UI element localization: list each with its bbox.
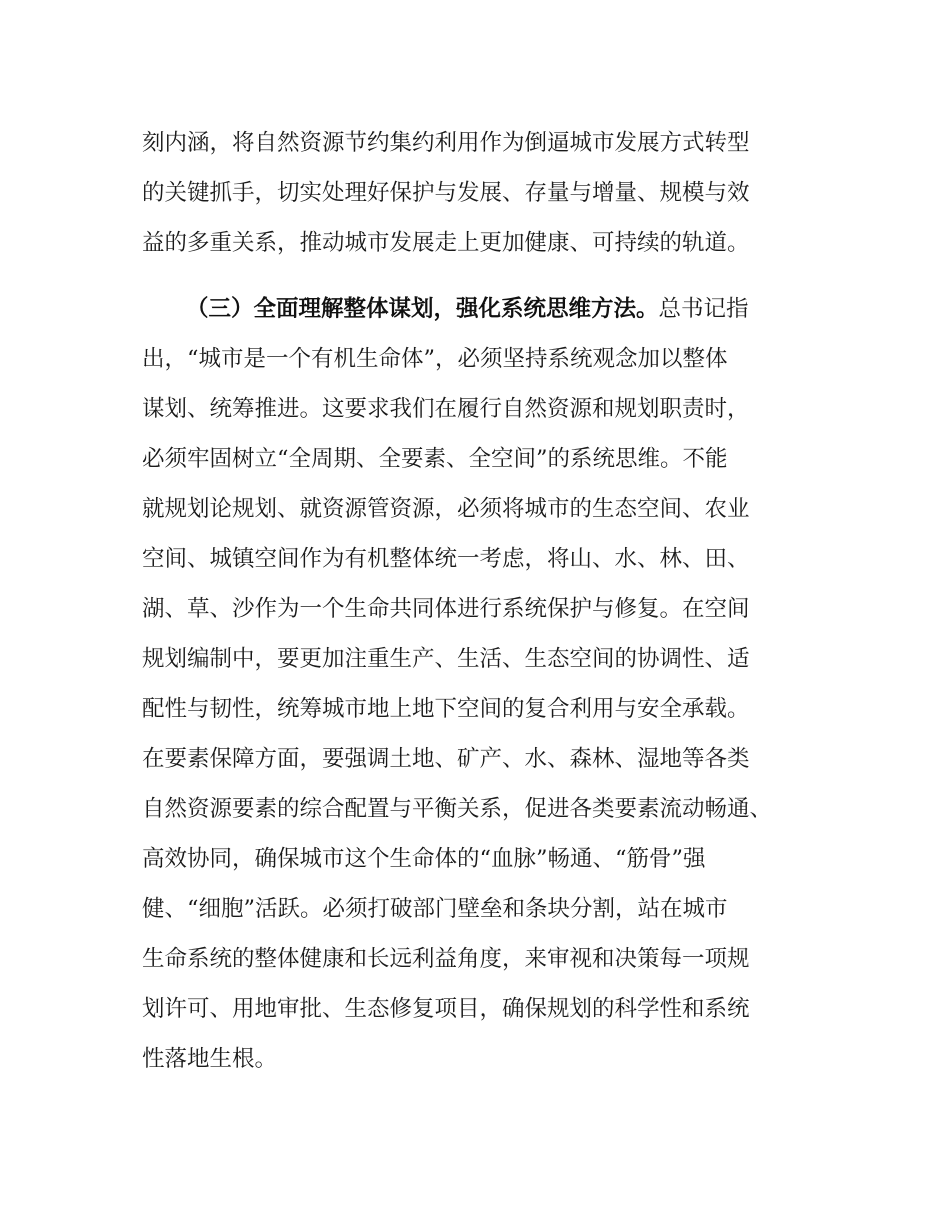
paragraph-2-line-12: 高效协同，确保城市这个生命体的“血脉”畅通、“筋骨”强 [142,846,706,872]
paragraph-2-line-10: 在要素保障方面，要强调土地、矿产、水、森林、湿地等各类 [142,746,750,772]
paragraph-2-line-16: 性落地生根。 [142,1046,278,1072]
paragraph-1-line-1: 刻内涵，将自然资源节约集约利用作为倒逼城市发展方式转型 [142,130,750,156]
paragraph-2-line-4: 必须牢固树立“全周期、全要素、全空间”的系统思维。不能 [142,446,728,472]
paragraph-1-line-3: 益的多重关系，推动城市发展走上更加健康、可持续的轨道。 [142,230,750,256]
paragraph-2-line-14: 生命系统的整体健康和长远利益角度，来审视和决策每一项规 [142,946,750,972]
paragraph-2-first-line [186,284,749,334]
paragraph-2-line-2: 出，“城市是一个有机生命体”，必须坚持系统观念加以整体 [142,346,728,372]
paragraph-1-line-2: 的关键抓手，切实处理好保护与发展、存量与增量、规模与效 [142,180,750,206]
paragraph-2-line-13: 健、“细胞”活跃。必须打破部门壁垒和条块分割，站在城市 [142,896,728,922]
paragraph-2-line-5: 就规划论规划、就资源管资源，必须将城市的生态空间、农业 [142,496,750,522]
paragraph-2-line-1-rest: 总书记指 [658,296,749,322]
paragraph-2-line-9: 配性与韧性，统筹城市地上地下空间的复合利用与安全承载。 [142,696,750,722]
section-heading: （三）全面理解整体谋划，强化系统思维方法。 [186,296,659,322]
paragraph-2-line-7: 湖、草、沙作为一个生命共同体进行系统保护与修复。在空间 [142,596,750,622]
paragraph-2-line-6: 空间、城镇空间作为有机整体统一考虑，将山、水、林、田、 [142,546,750,572]
paragraph-2-line-11: 自然资源要素的综合配置与平衡关系，促进各类要素流动畅通、 [142,796,773,822]
paragraph-2-line-3: 谋划、统筹推进。这要求我们在履行自然资源和规划职责时， [142,396,750,422]
paragraph-2-line-8: 规划编制中，要更加注重生产、生活、生态空间的协调性、适 [142,646,750,672]
paragraph-2-line-15: 划许可、用地审批、生态修复项目，确保规划的科学性和系统 [142,996,750,1022]
